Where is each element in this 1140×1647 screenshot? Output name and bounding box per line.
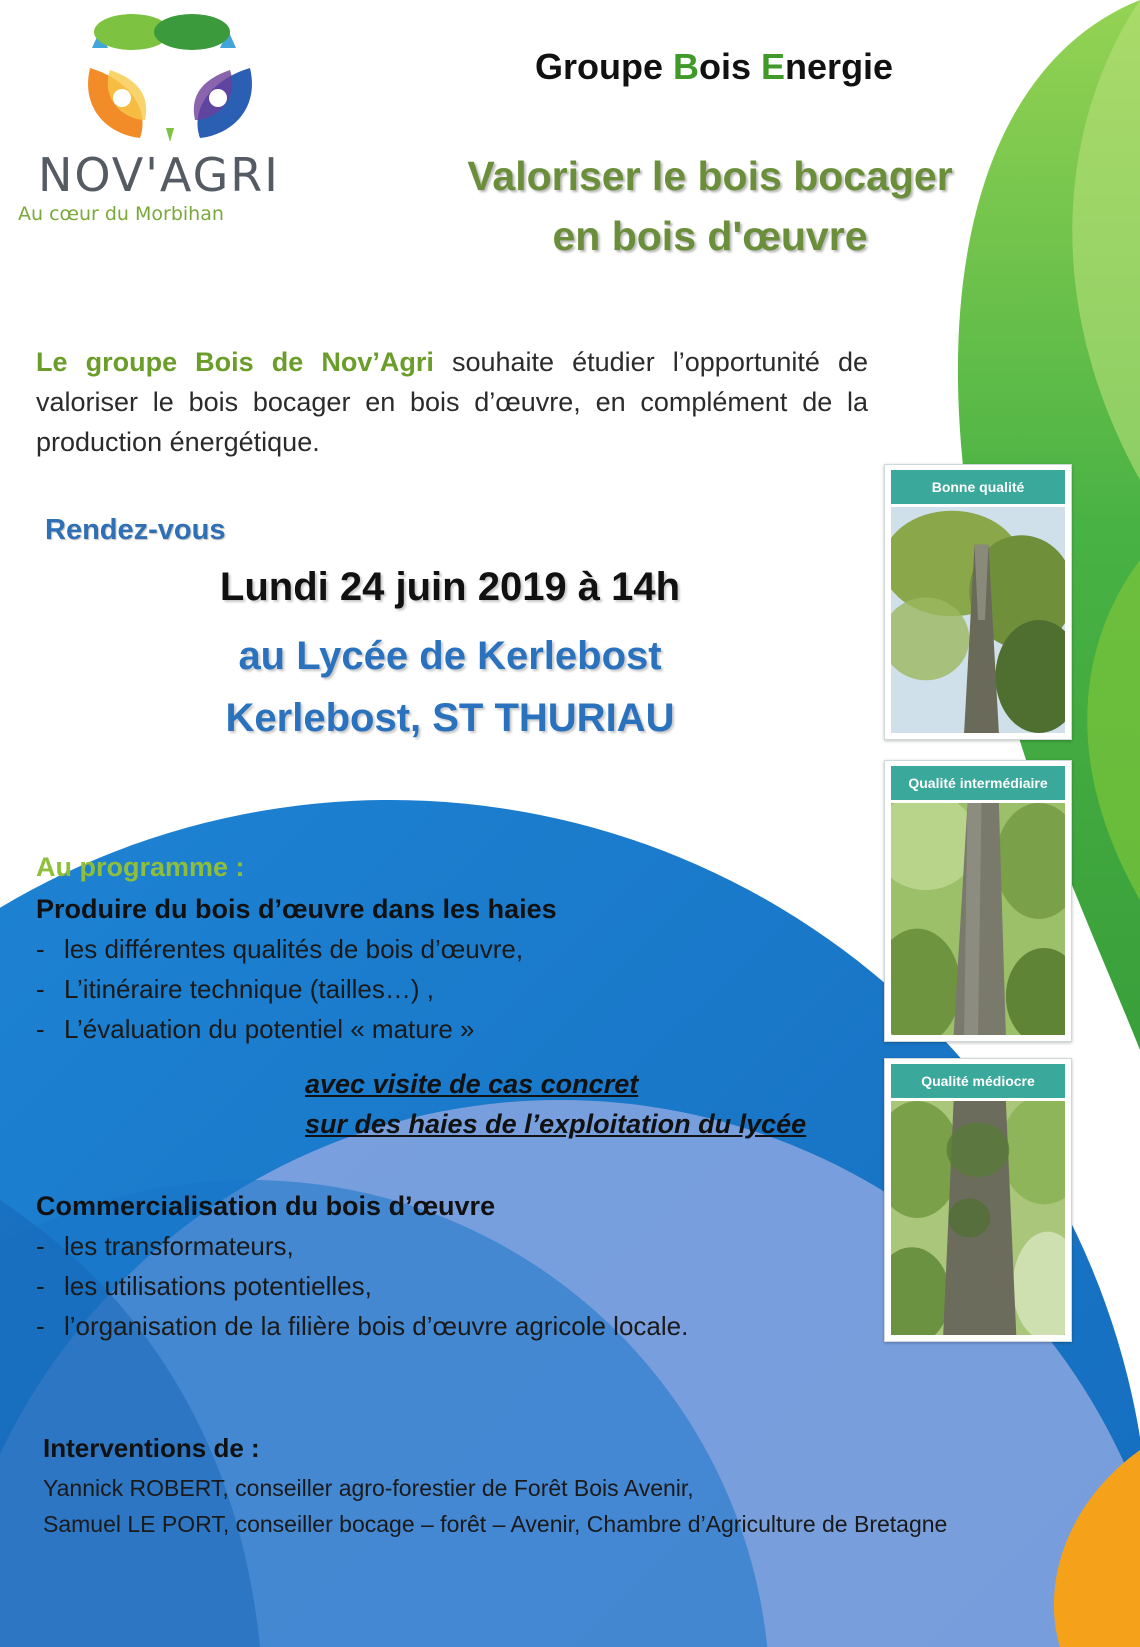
tree-photo — [891, 803, 1065, 1035]
group-title-e: E — [761, 46, 786, 87]
programme-section-production — [36, 889, 557, 1049]
speaker-line: Yannick ROBERT, conseiller agro-forestier de Forêt Bois Avenir, — [43, 1475, 694, 1501]
section-title: Produire du bois d’œuvre dans les haies — [36, 894, 557, 924]
logo-tagline: Au cœur du Morbihan — [18, 203, 224, 225]
section-list — [36, 929, 557, 1049]
nov-agri-logo — [70, 10, 270, 150]
group-title-mid: ois — [699, 46, 762, 87]
main-title-line2: en bois d'œuvre — [552, 213, 868, 259]
list-dash: - — [36, 1231, 45, 1261]
main-title — [430, 146, 990, 266]
group-title-prefix: Groupe — [535, 46, 674, 87]
tree-photo — [891, 507, 1065, 733]
tree-photo — [891, 1101, 1065, 1335]
programme-label: Au programme : — [36, 852, 245, 882]
visit-line2: sur des haies de l’exploitation du lycée — [305, 1109, 807, 1139]
card-label: Bonne qualité — [891, 470, 1065, 504]
interventions-list — [43, 1470, 947, 1542]
rendezvous-label: Rendez-vous — [45, 514, 226, 546]
list-dash: - — [36, 1311, 45, 1341]
section-title: Commercialisation du bois d’œuvre — [36, 1191, 496, 1221]
section-list — [36, 1226, 688, 1346]
intro-paragraph — [36, 342, 868, 462]
programme-section-commercialisation — [36, 1186, 688, 1346]
group-title-b: B — [673, 46, 700, 87]
intro-text: souhaite étudier l’opportunité de valoriser le bois bocager en bois d’œuvre, en complément de la production énergétique. — [36, 347, 868, 457]
list-item — [36, 1226, 688, 1266]
rendezvous-date: Lundi 24 juin 2019 à 14h — [219, 565, 681, 609]
card-label: Qualité médiocre — [891, 1064, 1065, 1098]
list-item — [36, 1266, 688, 1306]
card-label: Qualité intermédiaire — [891, 766, 1065, 800]
list-item — [36, 1306, 688, 1346]
interventions-label: Interventions de : — [43, 1433, 260, 1463]
intro-highlight: Le groupe Bois de Nov’Agri — [36, 347, 434, 377]
list-dash: - — [36, 974, 45, 1004]
group-title-suffix: nergie — [785, 46, 894, 87]
list-item-text: L’évaluation du potentiel « mature » — [64, 1014, 475, 1044]
main-title-line1: Valoriser le bois bocager — [467, 153, 953, 199]
list-item-text: les utilisations potentielles, — [64, 1271, 372, 1301]
list-item-text: les différentes qualités de bois d’œuvre, — [64, 934, 524, 964]
photo-card-intermediate — [884, 760, 1072, 1042]
rendezvous-place-line2: Kerlebost, ST THURIAU — [225, 696, 675, 740]
list-item-text: les transformateurs, — [64, 1231, 294, 1261]
rendezvous-place — [150, 625, 750, 749]
list-item — [36, 1009, 557, 1049]
visit-note — [305, 1064, 806, 1144]
rendezvous-place-line1: au Lycée de Kerlebost — [238, 634, 662, 678]
logo-name: NOV'AGRI — [38, 148, 280, 202]
photo-card-good — [884, 464, 1072, 740]
list-item — [36, 929, 557, 969]
list-dash: - — [36, 1271, 45, 1301]
list-item — [36, 969, 557, 1009]
list-item-text: l’organisation de la filière bois d’œuvre agricole locale. — [64, 1311, 689, 1341]
group-title — [535, 46, 893, 88]
list-item-text: L’itinéraire technique (tailles…) , — [64, 974, 434, 1004]
visit-line1: avec visite de cas concret — [305, 1069, 639, 1099]
speaker-line: Samuel LE PORT, conseiller bocage – forêt – Avenir, Chambre d’Agriculture de Bretagne — [43, 1511, 948, 1537]
photo-card-mediocre — [884, 1058, 1072, 1342]
list-dash: - — [36, 1014, 45, 1044]
list-dash: - — [36, 934, 45, 964]
